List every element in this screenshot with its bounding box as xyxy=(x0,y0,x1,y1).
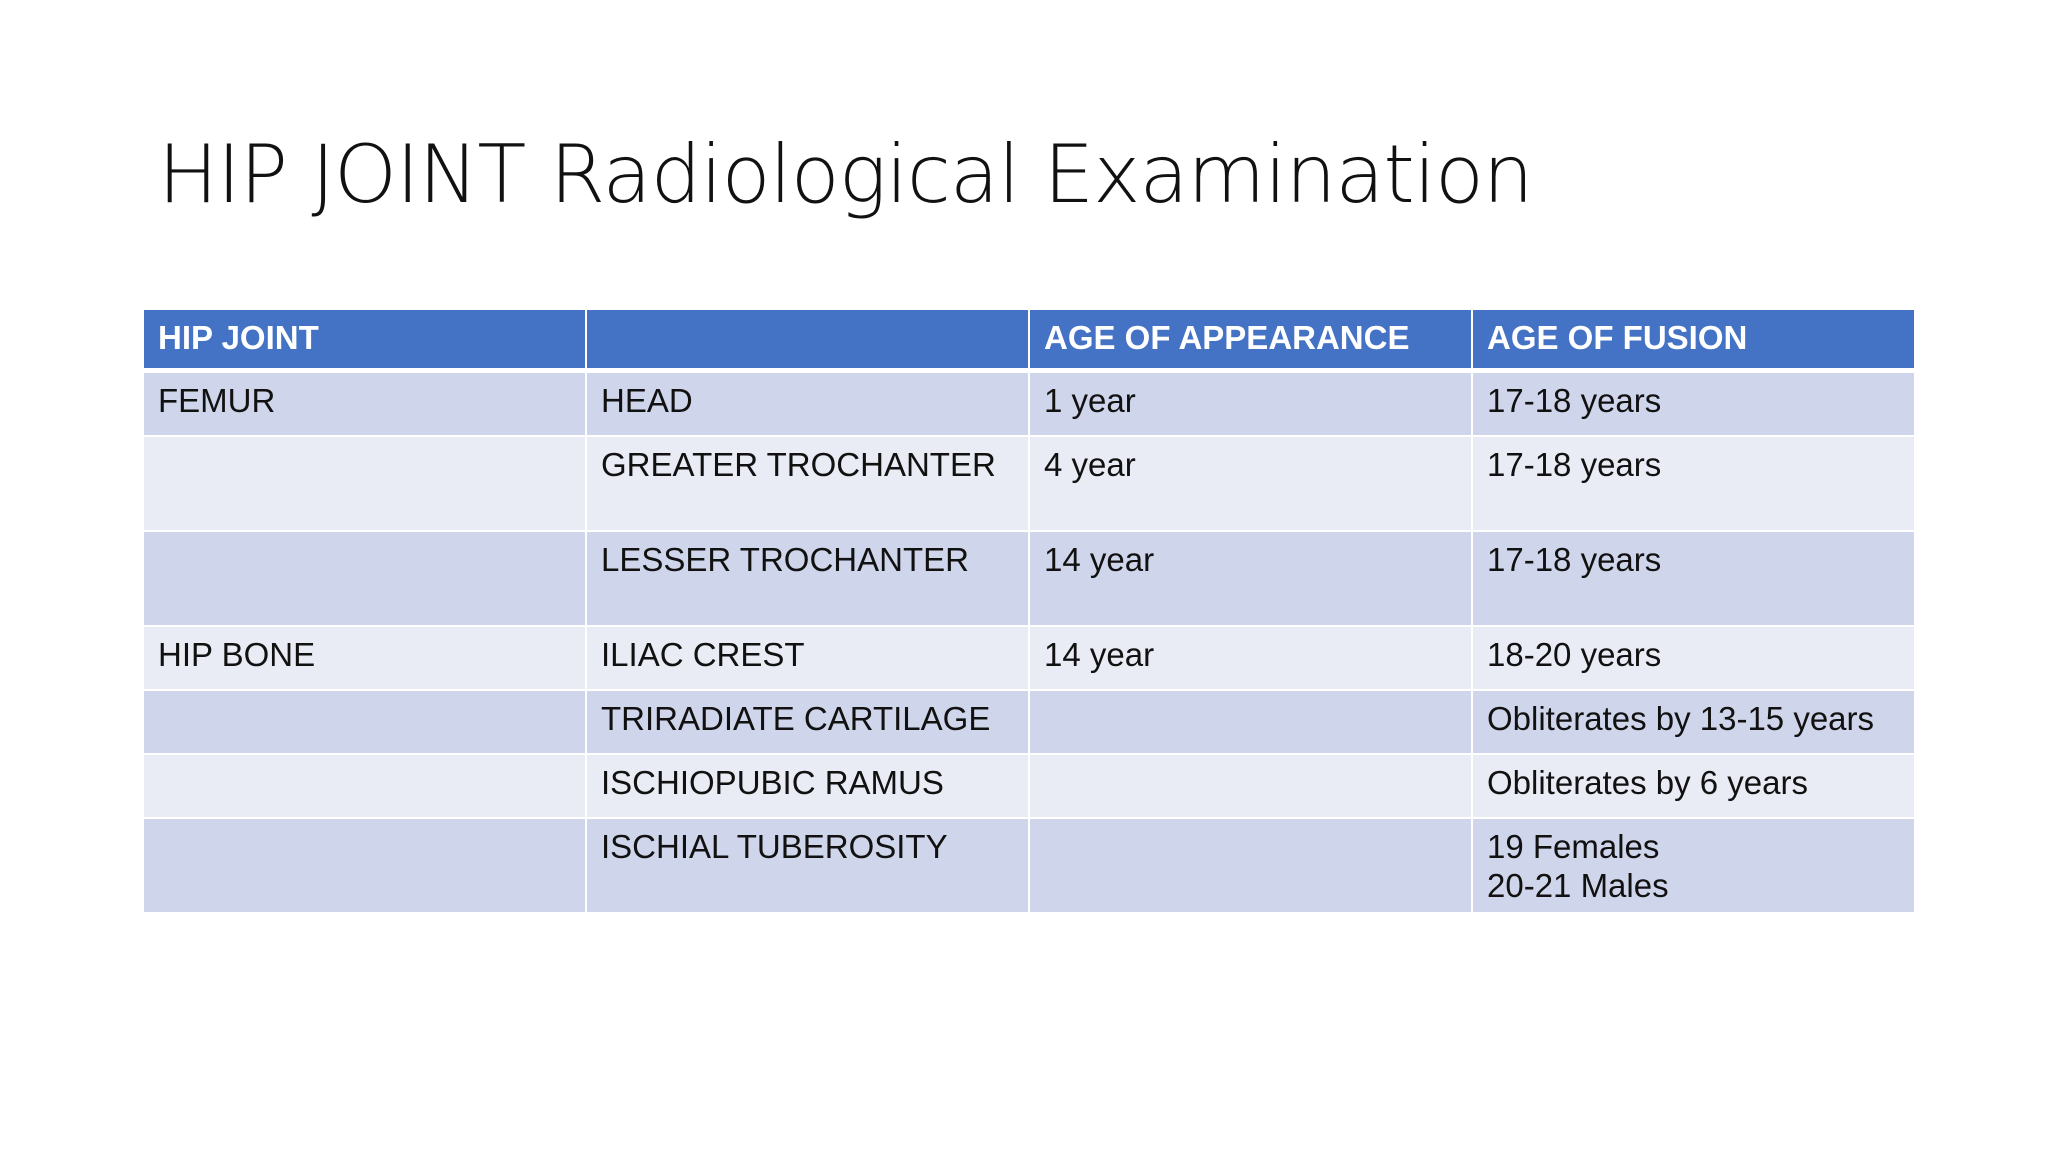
fusion-line: 17-18 years xyxy=(1487,382,1662,419)
cell-part: ISCHIAL TUBEROSITY xyxy=(586,818,1029,913)
cell-appearance: 4 year xyxy=(1029,436,1472,531)
header-part xyxy=(586,309,1029,371)
table-row xyxy=(143,436,1915,531)
header-age-of-fusion: AGE OF FUSION xyxy=(1472,309,1915,371)
cell-appearance: 1 year xyxy=(1029,371,1472,437)
table-row xyxy=(143,690,1915,754)
slide-title: HIP JOINT Radiological Examination xyxy=(158,128,1533,221)
cell-part: ISCHIOPUBIC RAMUS xyxy=(586,754,1029,818)
cell-bone xyxy=(143,531,586,626)
header-hip-joint: HIP JOINT xyxy=(143,309,586,371)
cell-bone: HIP BONE xyxy=(143,626,586,690)
ossification-table-container xyxy=(142,308,1914,914)
fusion-line: 17-18 years xyxy=(1487,446,1662,483)
table-row xyxy=(143,818,1915,913)
cell-fusion xyxy=(1472,626,1915,690)
cell-appearance xyxy=(1029,818,1472,913)
cell-part: LESSER TROCHANTER xyxy=(586,531,1029,626)
header-age-of-appearance: AGE OF APPEARANCE xyxy=(1029,309,1472,371)
cell-part: HEAD xyxy=(586,371,1029,437)
table-header-row xyxy=(143,309,1915,371)
cell-fusion xyxy=(1472,371,1915,437)
table-row xyxy=(143,531,1915,626)
cell-part: TRIRADIATE CARTILAGE xyxy=(586,690,1029,754)
cell-part: GREATER TROCHANTER xyxy=(586,436,1029,531)
cell-bone xyxy=(143,690,586,754)
cell-fusion xyxy=(1472,436,1915,531)
cell-fusion xyxy=(1472,754,1915,818)
ossification-table xyxy=(142,308,1916,914)
fusion-line: 20-21 Males xyxy=(1487,867,1669,904)
cell-bone: FEMUR xyxy=(143,371,586,437)
fusion-line: 17-18 years xyxy=(1487,541,1662,578)
cell-part: ILIAC CREST xyxy=(586,626,1029,690)
fusion-line: Obliterates by 6 years xyxy=(1487,764,1808,801)
fusion-line: 19 Females xyxy=(1487,828,1660,865)
table-row xyxy=(143,371,1915,437)
cell-fusion xyxy=(1472,531,1915,626)
fusion-line: Obliterates by 13-15 years xyxy=(1487,700,1875,737)
fusion-line: 18-20 years xyxy=(1487,636,1662,673)
cell-appearance: 14 year xyxy=(1029,531,1472,626)
cell-bone xyxy=(143,754,586,818)
table-row xyxy=(143,626,1915,690)
cell-appearance xyxy=(1029,754,1472,818)
cell-bone xyxy=(143,436,586,531)
cell-fusion xyxy=(1472,690,1915,754)
cell-bone xyxy=(143,818,586,913)
table-row xyxy=(143,754,1915,818)
cell-fusion xyxy=(1472,818,1915,913)
cell-appearance xyxy=(1029,690,1472,754)
cell-appearance: 14 year xyxy=(1029,626,1472,690)
